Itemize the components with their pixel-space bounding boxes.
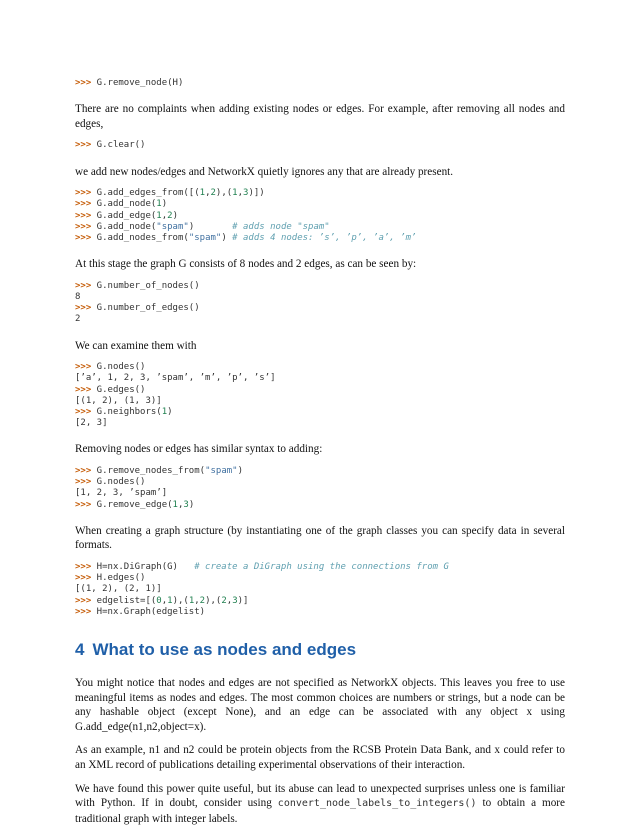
code-token: "spam" — [188, 233, 222, 243]
code-token: 2 — [210, 188, 216, 199]
code-prompt: >>> — [75, 280, 92, 291]
paragraph-text: We have found this power quite useful, but its abuse can lead to unexpected surprises unless one is familiar with Python. If in doubt, consider using — [75, 782, 565, 810]
code-token: G.clear() — [91, 140, 146, 151]
code-token: H=nx.Graph(edgelist) — [91, 606, 206, 617]
code-token: H.edges() — [91, 573, 146, 584]
code-line — [75, 233, 565, 244]
code-prompt: >>> — [75, 210, 92, 221]
code-token: G.add_node( — [91, 199, 157, 210]
code-line — [75, 607, 565, 618]
code-token: 1 — [161, 407, 168, 418]
code-line — [75, 292, 565, 303]
code-prompt: >>> — [75, 606, 92, 617]
code-line — [75, 140, 565, 151]
code-line — [75, 477, 565, 488]
code-token: ),( — [172, 595, 189, 606]
code-prompt: >>> — [75, 188, 92, 199]
code-token: 1 — [188, 595, 195, 606]
code-line — [75, 407, 565, 418]
code-prompt: >>> — [75, 466, 92, 477]
code-token: G.remove_edge( — [91, 499, 173, 510]
code-token: ) — [188, 499, 195, 510]
code-token: ) — [167, 407, 173, 418]
code-token: 1 — [172, 499, 178, 510]
body-paragraph: We can examine them with — [75, 339, 197, 352]
code-line — [75, 488, 565, 499]
code-prompt: >>> — [75, 199, 92, 210]
code-token: 3 — [243, 188, 249, 199]
code-token: ),( — [205, 595, 222, 606]
code-token: 8 — [75, 292, 81, 302]
code-prompt: >>> — [75, 78, 92, 88]
code-token: "spam" — [205, 466, 238, 477]
code-token: 2 — [75, 314, 81, 325]
code-token: ) — [237, 466, 243, 477]
code-token: edgelist=[( — [91, 595, 157, 606]
body-paragraph — [75, 782, 565, 827]
code-token: 3 — [232, 595, 238, 606]
body-paragraph: Removing nodes or edges has similar syntax to adding: — [75, 443, 323, 456]
code-token: 3 — [183, 499, 189, 510]
code-token: "spam" — [156, 221, 189, 232]
code-token: G.neighbors( — [91, 407, 162, 418]
code-token: )]) — [248, 188, 265, 199]
code-token: ),( — [215, 188, 233, 199]
code-prompt: >>> — [75, 303, 92, 314]
code-line — [75, 78, 565, 89]
body-paragraph: You might notice that nodes and edges are not specified as NetworkX objects. This leaves you free to use meaningful items as nodes and edges. The most common choices are numbers or strings, but a node can be any hashable object (except None), and an edge can be associated with any object x using G.add_edge(n1,n2,object=x). — [75, 677, 565, 733]
paragraph-text: to obtain a more traditional graph with integer labels. — [75, 797, 565, 825]
code-token: [(1, 2), (1, 3)] — [75, 395, 162, 406]
code-line — [75, 418, 565, 429]
code-token: H=nx.DiGraph(G) — [91, 562, 195, 573]
code-token: ) — [161, 199, 168, 210]
code-prompt: >>> — [75, 573, 92, 584]
code-prompt: >>> — [75, 362, 92, 373]
code-line — [75, 562, 565, 573]
code-prompt: >>> — [75, 595, 92, 606]
code-line — [75, 362, 565, 373]
code-prompt: >>> — [75, 384, 92, 395]
code-block — [75, 188, 565, 244]
code-token: [2, 3] — [75, 418, 108, 429]
code-token: G.edges() — [91, 384, 146, 395]
code-token: 2 — [167, 210, 173, 221]
section-heading — [75, 640, 565, 660]
code-block — [75, 78, 565, 89]
code-token: G.add_node( — [91, 221, 157, 232]
code-token: 2 — [221, 595, 227, 606]
body-paragraph: When creating a graph structure (by instantiating one of the graph classes you can specify data in several formats. — [75, 524, 565, 552]
code-token: , — [177, 499, 184, 510]
code-line — [75, 396, 565, 407]
code-line — [75, 188, 565, 199]
code-line — [75, 281, 565, 292]
code-token: G.add_nodes_from( — [91, 233, 189, 243]
code-token: 1 — [156, 199, 162, 210]
code-prompt: >>> — [75, 233, 92, 243]
code-block — [75, 466, 565, 511]
code-prompt: >>> — [75, 221, 92, 232]
code-prompt: >>> — [75, 499, 92, 510]
code-token: , — [226, 595, 233, 606]
code-token: ) — [188, 221, 233, 232]
code-token: [(1, 2), (2, 1)] — [75, 584, 162, 595]
code-prompt: >>> — [75, 562, 92, 573]
code-token: , — [161, 595, 168, 606]
section-title: What to use as nodes and edges — [92, 640, 357, 660]
code-token: , — [161, 210, 168, 221]
body-paragraph: we add new nodes/edges and NetworkX quietly ignores any that are already present. — [75, 165, 454, 178]
code-line — [75, 584, 565, 595]
code-line — [75, 385, 565, 396]
section-number: 4 — [75, 640, 85, 660]
code-prompt: >>> — [75, 477, 92, 488]
code-token: G.add_edge( — [91, 210, 157, 221]
inline-code: convert_node_labels_to_integers() — [277, 798, 477, 810]
code-token: 1 — [199, 188, 206, 199]
code-token: G.remove_nodes_from( — [91, 466, 206, 477]
code-token: , — [237, 188, 244, 199]
code-line — [75, 222, 565, 233]
code-token: ) — [221, 233, 233, 243]
code-token: 0 — [156, 595, 162, 606]
code-token: 1 — [156, 210, 162, 221]
code-block — [75, 562, 565, 618]
code-line — [75, 211, 565, 222]
code-token: 2 — [199, 595, 206, 606]
code-prompt: >>> — [75, 140, 92, 151]
code-line — [75, 466, 565, 477]
code-token: G.nodes() — [91, 362, 146, 373]
code-token: 1 — [167, 595, 173, 606]
code-token: G.number_of_edges() — [91, 303, 200, 314]
code-block — [75, 140, 565, 151]
code-token: ) — [172, 210, 178, 221]
code-line — [75, 314, 565, 325]
code-line — [75, 573, 565, 584]
code-token: G.number_of_nodes() — [91, 280, 200, 291]
code-token: 1 — [232, 188, 238, 199]
code-token: [’a’, 1, 2, 3, ’spam’, ’m’, ’p’, ’s’] — [75, 373, 276, 384]
code-line — [75, 303, 565, 314]
code-token: # adds 4 nodes: ’s’, ’p’, ’a’, ’m’ — [232, 233, 417, 243]
code-token: # create a DiGraph using the connections from G — [194, 562, 449, 573]
body-paragraph: As an example, n1 and n2 could be protein objects from the RCSB Protein Data Bank, and x could refer to an XML record of publications detailing experimental observations of their interaction. — [75, 744, 565, 771]
code-line — [75, 199, 565, 210]
code-token: , — [194, 595, 200, 606]
code-token: , — [205, 188, 211, 199]
code-line — [75, 373, 565, 384]
code-block — [75, 362, 565, 429]
body-paragraph: At this stage the graph G consists of 8 nodes and 2 edges, as can be seen by: — [75, 258, 417, 271]
code-token: # adds node "spam" — [232, 221, 330, 232]
code-token: G.nodes() — [91, 477, 146, 488]
page-content — [75, 78, 565, 835]
code-block — [75, 281, 565, 326]
code-line — [75, 596, 565, 607]
code-token: )] — [237, 595, 249, 606]
code-token: G.remove_node(H) — [91, 78, 184, 88]
body-paragraph: There are no complaints when adding existing nodes or edges. For example, after removing all nodes and edges, — [75, 103, 565, 130]
code-prompt: >>> — [75, 407, 92, 418]
code-token: G.add_edges_from([( — [91, 188, 200, 199]
code-line — [75, 500, 565, 511]
code-token: [1, 2, 3, ’spam’] — [75, 488, 168, 499]
